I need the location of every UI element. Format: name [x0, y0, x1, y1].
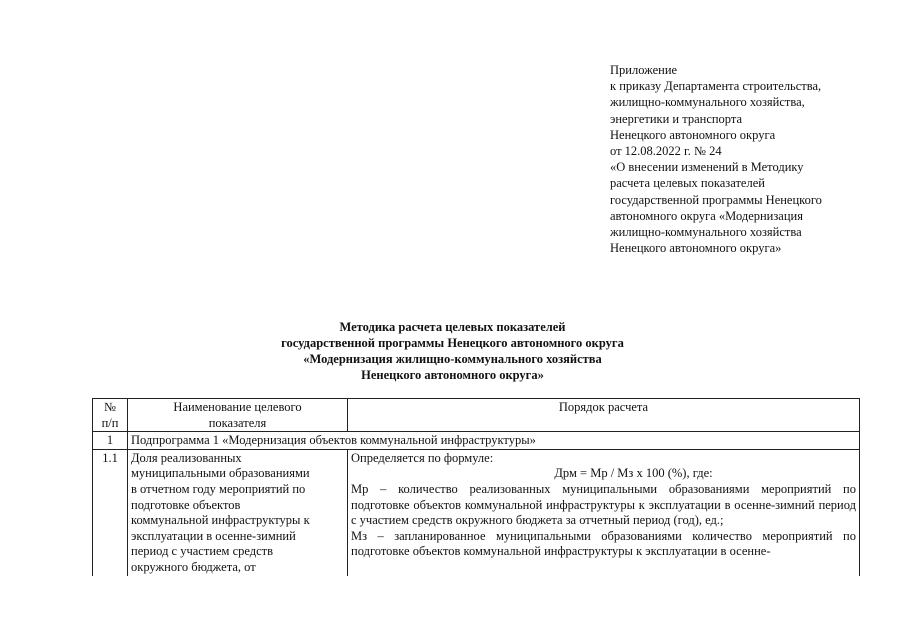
- appendix-line: от 12.08.2022 г. № 24: [610, 144, 722, 159]
- indicator-name-line: Доля реализованных: [131, 450, 242, 465]
- indicator-name-line: в отчетном году мероприятий по: [131, 481, 306, 496]
- title-line: Ненецкого автономного округа»: [361, 368, 544, 382]
- appendix-line: к приказу Департамента строительства,: [610, 79, 822, 94]
- appendix-line: Ненецкого автономного округа»: [610, 241, 782, 256]
- calculation-cell: [348, 449, 860, 575]
- mz-definition: Мз – запланированное муниципальными образованиями количество мероприятий по подготовке объектов коммунальной инфраструктуры к эксплуатации в осенне-: [351, 528, 856, 559]
- indicators-table: [92, 398, 860, 576]
- header-number-line2: п/п: [101, 415, 119, 430]
- indicator-name-line: муниципальными образованиями: [131, 466, 310, 481]
- subprogram-title: Подпрограмма 1 «Модернизация объектов коммунальной инфраструктуры»: [128, 432, 860, 450]
- mr-definition: Мр – количество реализованных муниципальными образованиями мероприятий по подготовке объектов коммунальной инфраструктуры к эксплуатации в осенне-зимний период с участием средств окружного бюджета за отчетный период (год), ед.;: [351, 481, 856, 528]
- row-number: 1.1: [93, 449, 128, 575]
- appendix-line: жилищно-коммунального хозяйства: [610, 225, 802, 240]
- header-name-line2: показателя: [208, 415, 267, 430]
- header-number-line1: №: [104, 400, 116, 414]
- indicator-name-line: подготовке объектов: [131, 497, 241, 512]
- title-line: «Модернизация жилищно-коммунального хозяйства: [303, 352, 602, 366]
- calculation-intro: Определяется по формуле:: [351, 450, 494, 465]
- appendix-line: Ненецкого автономного округа: [610, 127, 776, 142]
- document-title: [0, 319, 905, 383]
- appendix-line: расчета целевых показателей: [610, 176, 765, 191]
- subprogram-row: [93, 432, 860, 450]
- appendix-block: [610, 62, 822, 256]
- formula: Дрм = Мр / Мз х 100 (%), где:: [554, 466, 713, 481]
- appendix-line: жилищно-коммунального хозяйства,: [610, 95, 805, 110]
- appendix-line: энергетики и транспорта: [610, 111, 743, 126]
- header-name-line1: Наименование целевого: [173, 400, 302, 414]
- indicator-name-line: период с участием средств: [131, 544, 274, 559]
- appendix-line: Приложение: [610, 63, 678, 77]
- indicator-name: [128, 449, 348, 575]
- indicator-name-line: эксплуатации в осенне-зимний: [131, 528, 296, 543]
- title-line: государственной программы Ненецкого автономного округа: [281, 336, 624, 350]
- indicator-name-line: коммунальной инфраструктуры к: [131, 513, 310, 528]
- appendix-line: автономного округа «Модернизация: [610, 208, 803, 223]
- title-line: Методика расчета целевых показателей: [339, 320, 566, 334]
- header-indicator-name: [128, 399, 348, 432]
- subprogram-number: 1: [93, 432, 128, 450]
- table-row: [93, 449, 860, 575]
- appendix-line: «О внесении изменений в Методику: [610, 160, 804, 175]
- table-header-row: [93, 399, 860, 432]
- header-number: [93, 399, 128, 432]
- indicator-name-line: окружного бюджета, от: [131, 559, 256, 574]
- appendix-line: государственной программы Ненецкого: [610, 192, 822, 207]
- header-calculation: Порядок расчета: [348, 399, 860, 432]
